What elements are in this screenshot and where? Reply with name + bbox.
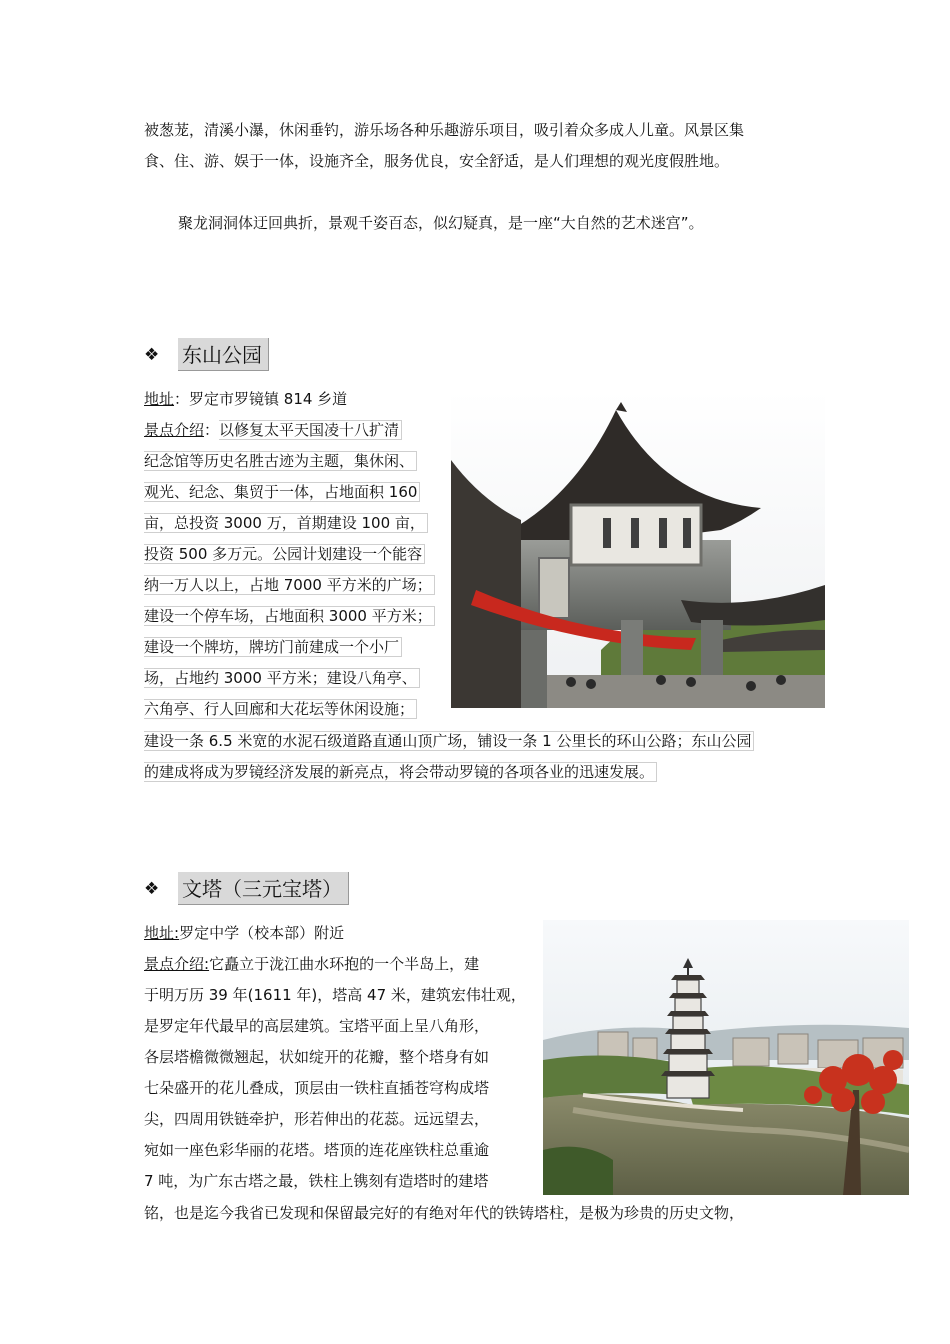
dongshan-intro-line-7: 建设一个停车场，占地面积 3000 平方米； [144,601,435,631]
intro-label: 景点介绍 [144,421,205,439]
wenta-intro-line-2: 于明万历 39 年(1611 年)，塔高 47 米，建筑宏伟壮观， [144,986,526,1004]
diamond-bullet-icon: ❖ [144,344,160,365]
intro-label: 景点介绍: [144,955,210,973]
address-value: ：罗定市罗镜镇 814 乡道 [174,390,348,408]
wenta-intro-line-9: 铭，也是迄今我省已发现和保留最完好的有绝对年代的铁铸塔柱，是极为珍贵的历史文物， [144,1204,745,1222]
dongshan-archway-photo [451,390,825,708]
wenta-intro-line-5: 七朵盛开的花儿叠成，顶层由一铁柱直插苍穹构成塔 [144,1079,490,1097]
dongshan-intro-line-1: 景点介绍：以修复太平天国凌十八扩清 [144,415,402,445]
dongshan-intro-line-10: 六角亭、行人回廊和大花坛等休闲设施； [144,694,417,724]
wenta-intro-line-7: 宛如一座色彩华丽的花塔。塔顶的连花座铁柱总重逾 [144,1141,490,1159]
wenta-intro-line-1: 景点介绍:它矗立于泷江曲水环抱的一个半岛上，建 [144,955,480,973]
dongshan-intro-line-9: 场，占地约 3000 平方米；建设八角亭、 [144,663,420,693]
section-title-wenta: 文塔（三元宝塔） [178,872,349,905]
dongshan-intro-line-5: 投资 500 多万元。公园计划建设一个能容 [144,539,425,569]
intro-line-1: 被葱茏，清溪小瀑，休闲垂钓，游乐场各种乐趣游乐项目，吸引着众多成人儿童。风景区集 [144,121,745,139]
diamond-bullet-icon: ❖ [144,878,160,899]
section-heading-dongshan [144,338,269,371]
wenta-intro-line-6: 尖，四周用铁链牵护，形若伸出的花蕊。远远望去， [144,1110,490,1128]
dongshan-intro-line-12: 的建成将成为罗镜经济发展的新亮点，将会带动罗镜的各项各业的迅速发展。 [144,757,657,787]
address-label: 地址: [144,924,180,942]
wenta-pagoda-photo [543,920,909,1195]
address-value: 罗定中学（校本部）附近 [179,924,345,942]
dongshan-intro-line-3: 观光、纪念、集贸于一体，占地面积 160 [144,477,420,507]
section-title-dongshan: 东山公园 [178,338,269,371]
dongshan-intro-line-8: 建设一个牌坊，牌坊门前建成一个小厂 [144,632,402,662]
dongshan-intro-line-4: 亩，总投资 3000 万，首期建设 100 亩， [144,508,428,538]
dongshan-address [144,384,347,414]
wenta-intro-line-8: 7 吨，为广东古塔之最，铁柱上镌刻有造塔时的建塔 [144,1172,489,1190]
address-label: 地址 [144,390,175,408]
wenta-address [144,918,344,948]
dongshan-intro-line-6: 纳一万人以上，占地 7000 平方米的广场； [144,570,435,600]
wenta-intro-line-3: 是罗定年代最早的高层建筑。宝塔平面上呈八角形， [144,1017,490,1035]
dongshan-intro-line-11: 建设一条 6.5 米宽的水泥石级道路直通山顶广场，铺设一条 1 公里长的环山公路；东山公园 [144,726,754,756]
intro-line-2: 食、住、游、娱于一体，设施齐全，服务优良，安全舒适，是人们理想的观光度假胜地。 [144,152,730,170]
dongshan-intro-line-2: 纪念馆等历史名胜古迹为主题，集休闲、 [144,446,417,476]
section-heading-wenta [144,872,349,905]
wenta-intro-line-4: 各层塔檐微微翘起，状如绽开的花瓣，整个塔身有如 [144,1048,490,1066]
intro-line-3: 聚龙洞洞体迂回典折，景观千姿百态，似幻疑真，是一座“大自然的艺术迷宫”。 [178,214,704,232]
